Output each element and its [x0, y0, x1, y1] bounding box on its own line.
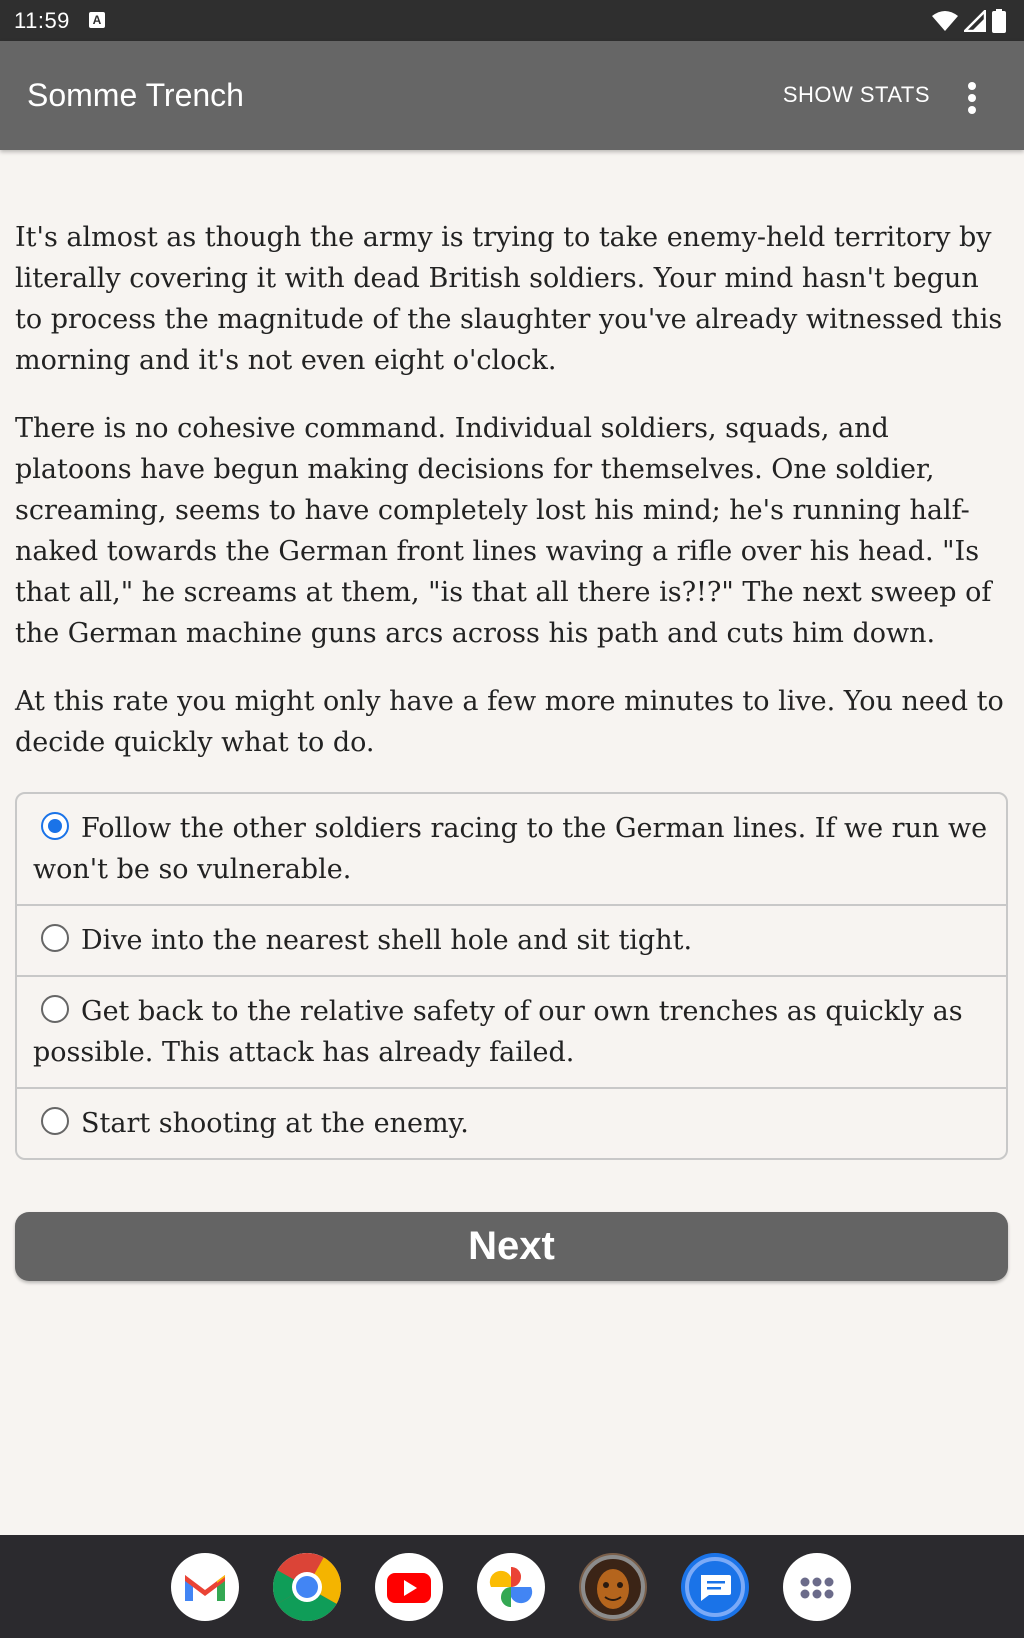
- game-app-icon[interactable]: [579, 1553, 647, 1621]
- chrome-icon[interactable]: [273, 1553, 341, 1621]
- choice-label: Get back to the relative safety of our own trenches as quickly as possible. This attack has already failed.: [33, 996, 963, 1068]
- wifi-icon: [932, 10, 958, 32]
- story-paragraph: It's almost as though the army is trying to take enemy-held territory by literally covering it with dead British soldiers. Your mind hasn't begun to process the magnitude of the slaughter you've already witnessed this morning and it's not even eight o'clock.: [15, 222, 1003, 376]
- show-stats-button[interactable]: SHOW STATS: [782, 82, 930, 107]
- a-notification-icon: A: [89, 12, 105, 28]
- next-button[interactable]: Next: [15, 1212, 1008, 1281]
- choice-option[interactable]: [17, 977, 1006, 1089]
- choice-option[interactable]: [17, 794, 1006, 906]
- status-time: 11:59: [14, 8, 70, 33]
- choice-label: Start shooting at the enemy.: [81, 1108, 469, 1139]
- signal-icon: [964, 10, 986, 32]
- messages-icon[interactable]: [681, 1553, 749, 1621]
- app-bar: [0, 41, 1024, 150]
- story-text: [15, 217, 1010, 790]
- app-title: Somme Trench: [27, 77, 244, 113]
- app-drawer-icon[interactable]: [783, 1553, 851, 1621]
- gmail-icon[interactable]: [171, 1553, 239, 1621]
- status-bar: [0, 0, 1024, 41]
- choice-option[interactable]: [17, 906, 1006, 977]
- photos-icon[interactable]: [477, 1553, 545, 1621]
- choice-list: [15, 792, 1008, 1160]
- choice-label: Follow the other soldiers racing to the German lines. If we run we won't be so vulnerable.: [33, 813, 988, 885]
- story-paragraph: At this rate you might only have a few more minutes to live. You need to decide quickly what to do.: [15, 686, 1004, 758]
- story-paragraph: There is no cohesive command. Individual soldiers, squads, and platoons have begun making decisions for themselves. One soldier, screaming, seems to have completely lost his mind; he's running half-naked towards the German front lines waving a rifle over his head. "Is that all," he screams at them, "is that all there is?!?" The next sweep of the German machine guns arcs across his path and cuts him down.: [15, 413, 992, 649]
- choice-option[interactable]: [17, 1089, 1006, 1158]
- radio-button-checked[interactable]: [41, 812, 69, 840]
- radio-button[interactable]: [41, 1107, 69, 1135]
- battery-icon: [992, 9, 1006, 33]
- radio-button[interactable]: [41, 924, 69, 952]
- app-dock: [0, 1535, 1024, 1638]
- choice-label: Dive into the nearest shell hole and sit tight.: [81, 925, 693, 956]
- status-icons: [932, 9, 1006, 33]
- more-vert-icon[interactable]: [960, 82, 984, 118]
- radio-button[interactable]: [41, 995, 69, 1023]
- youtube-icon[interactable]: [375, 1553, 443, 1621]
